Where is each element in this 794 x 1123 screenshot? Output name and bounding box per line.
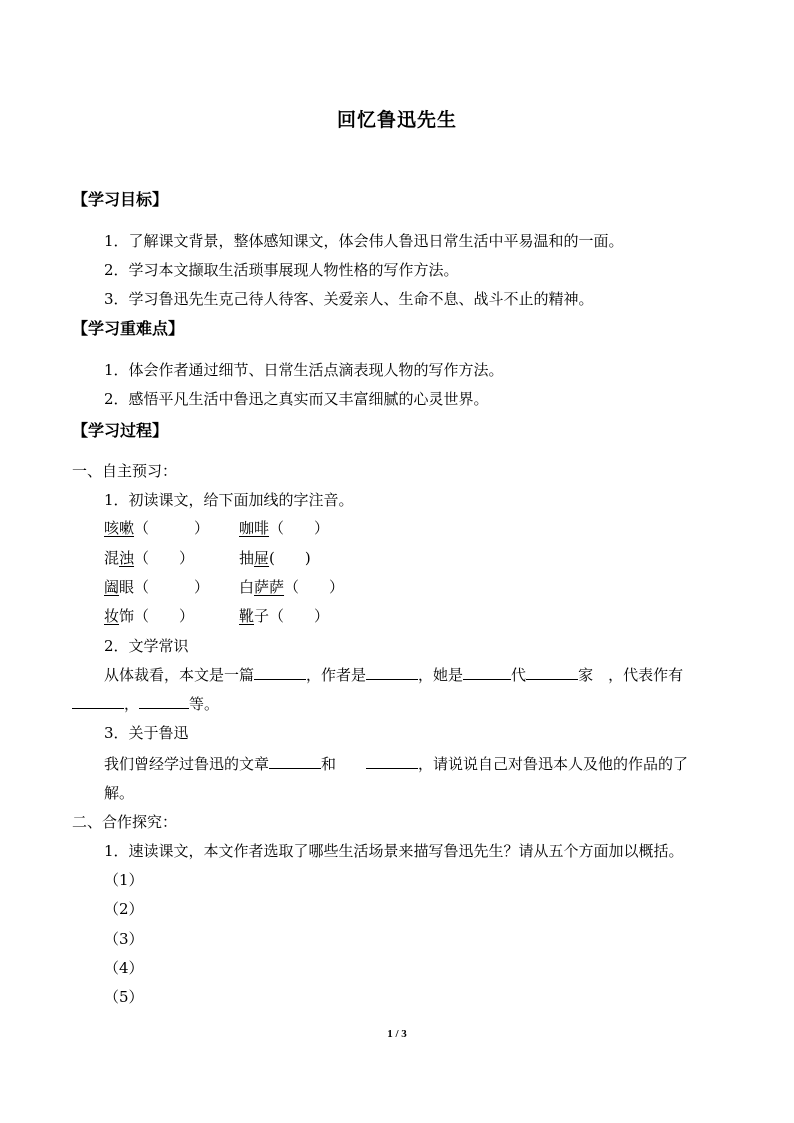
answer-item: （5） (104, 988, 144, 1006)
answer-blank[interactable] (269, 754, 321, 769)
preview-question-3: 3．关于鲁迅 (104, 724, 189, 742)
pinyin-word: 白萨萨（ ） (239, 578, 345, 596)
pinyin-word: 妆饰（ ） (104, 607, 195, 625)
goals-heading: 【学习目标】 (72, 190, 169, 209)
key-heading: 【学习重难点】 (72, 319, 185, 338)
goal-item: 2．学习本文撷取生活琐事展现人物性格的写作方法。 (104, 261, 459, 279)
key-item: 2．感悟平凡生活中鲁迅之真实而又丰富细腻的心灵世界。 (104, 390, 489, 408)
answer-blank[interactable] (254, 665, 306, 680)
luxun-fill-line: 我们曾经学过鲁迅的文章 和 ，请说说自己对鲁迅本人及他的作品的了 (104, 755, 689, 773)
answer-blank[interactable] (366, 665, 418, 680)
preview-question-1: 1．初读课文，给下面加线的字注音。 (104, 491, 354, 509)
answer-blank[interactable] (463, 665, 511, 680)
answer-item: （2） (104, 900, 144, 918)
answer-blank[interactable] (72, 694, 124, 709)
answer-blank[interactable] (526, 665, 578, 680)
literature-fill-line: 从体裁看，本文是一篇 ，作者是 ，她是 代 家 ，代表作有 (104, 666, 684, 684)
answer-item: （3） (104, 930, 144, 948)
key-item: 1．体会作者通过细节、日常生活点滴表现人物的写作方法。 (104, 361, 504, 379)
answer-item: （4） (104, 959, 144, 977)
explore-question-1: 1．速读课文，本文作者选取了哪些生活场景来描写鲁迅先生？请从五个方面加以概括。 (104, 842, 684, 860)
luxun-fill-line-cont: 解。 (104, 784, 135, 802)
preview-heading: 一、自主预习： (72, 462, 178, 480)
answer-blank[interactable] (366, 754, 418, 769)
page-number: 1 / 3 (387, 1028, 407, 1040)
process-heading: 【学习过程】 (72, 421, 169, 440)
pinyin-word: 咳嗽（ ） (104, 519, 210, 537)
goal-item: 1．了解课文背景，整体感知课文，体会伟人鲁迅日常生活中平易温和的一面。 (104, 232, 624, 250)
literature-fill-line-cont: ， 等。 (72, 694, 219, 714)
page-title: 回忆鲁迅先生 (336, 109, 457, 131)
preview-question-2: 2．文学常识 (104, 637, 189, 655)
goal-item: 3．学习鲁迅先生克己待人待客、关爱亲人、生命不息、战斗不止的精神。 (104, 290, 594, 308)
answer-item: （1） (104, 871, 144, 889)
pinyin-word: 混浊（ ） (104, 549, 195, 567)
pinyin-word: 咖啡（ ） (239, 519, 330, 537)
answer-blank[interactable] (139, 694, 189, 709)
pinyin-word: 靴子（ ） (239, 607, 330, 625)
pinyin-word: 抽屉( ) (239, 549, 311, 567)
explore-heading: 二、合作探究： (72, 813, 178, 831)
pinyin-word: 阖眼（ ） (104, 578, 210, 596)
